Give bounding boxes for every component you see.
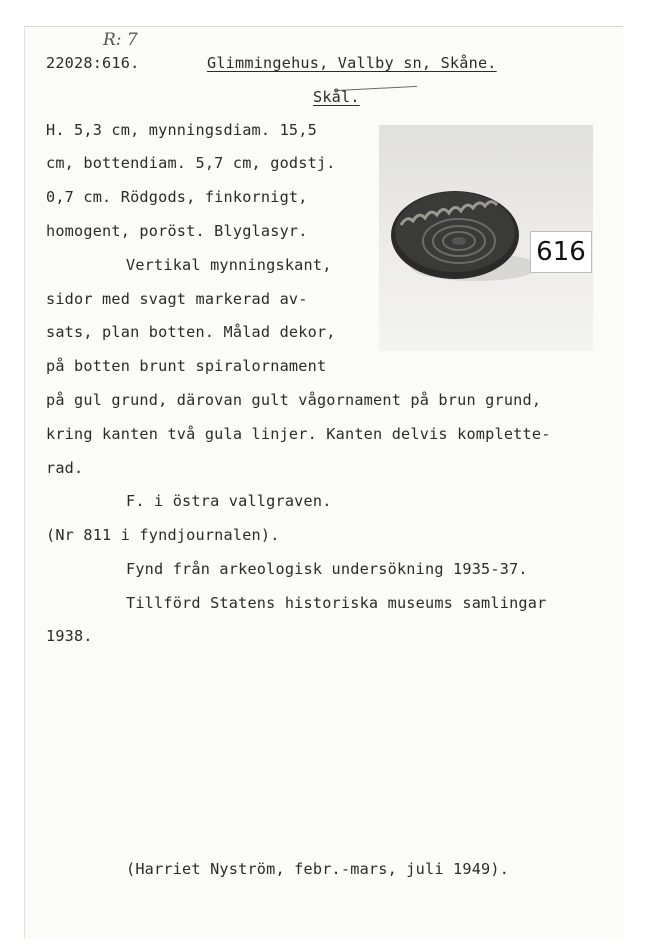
description-line-2: cm, bottendiam. 5,7 cm, godstj. bbox=[46, 154, 336, 172]
description-line-3: 0,7 cm. Rödgods, finkornigt, bbox=[46, 188, 308, 206]
transfer-line: Tillförd Statens historiska museums samlingar bbox=[126, 594, 547, 612]
journal-reference: (Nr 811 i fyndjournalen). bbox=[46, 526, 280, 544]
transfer-year: 1938. bbox=[46, 627, 93, 645]
description-line-6: sidor med svagt markerad av- bbox=[46, 290, 308, 308]
author-footer: (Harriet Nyström, febr.-mars, juli 1949). bbox=[126, 860, 510, 878]
description-line-4: homogent, poröst. Blyglasyr. bbox=[46, 222, 308, 240]
excavation-note: Fynd från arkeologisk undersökning 1935-37. bbox=[126, 560, 528, 578]
description-line-10: kring kanten två gula linjer. Kanten delvis komplette- bbox=[46, 425, 551, 443]
description-line-8: på botten brunt spiralornament bbox=[46, 357, 327, 375]
bowl-photo bbox=[379, 125, 593, 351]
location-heading: Glimmingehus, Vallby sn, Skåne. bbox=[207, 54, 497, 72]
photo-number-label: 616 bbox=[530, 231, 592, 273]
description-line-9: på gul grund, därovan gult vågornament på brun grund, bbox=[46, 391, 542, 409]
description-line-11: rad. bbox=[46, 459, 84, 477]
description-line-1: H. 5,3 cm, mynningsdiam. 15,5 bbox=[46, 121, 317, 139]
object-type: Skål. bbox=[313, 88, 360, 106]
handwritten-mark: R: 7 bbox=[103, 30, 138, 50]
find-place: F. i östra vallgraven. bbox=[126, 492, 332, 510]
description-line-5: Vertikal mynningskant, bbox=[126, 256, 332, 274]
description-line-7: sats, plan botten. Målad dekor, bbox=[46, 323, 336, 341]
catalog-number: 22028:616. bbox=[46, 54, 140, 72]
